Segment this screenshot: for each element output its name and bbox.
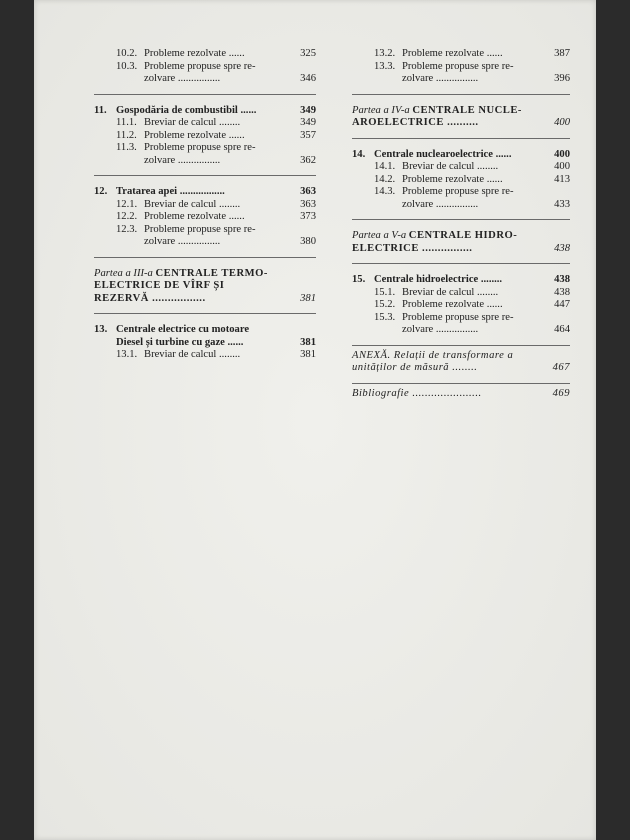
- title-line: Probleme propuse spre re-: [402, 60, 514, 72]
- toc-entry-part: [352, 105, 570, 130]
- part-prefix: Partea a V-a: [352, 230, 407, 241]
- toc-entry-sub: [94, 61, 316, 86]
- toc-entry-annex: [352, 350, 570, 375]
- toc-entry-number: 11.1.: [116, 117, 137, 128]
- toc-entry-sub: [94, 211, 316, 224]
- title-line: zolvare ................: [402, 198, 479, 210]
- toc-page-number: 380: [300, 236, 316, 247]
- toc-entry-title: [352, 105, 570, 130]
- toc-entry-title: [402, 161, 570, 174]
- title-line: REZERVĂ .................: [94, 292, 206, 304]
- title-line: Breviar de calcul ........: [144, 117, 241, 128]
- section-divider: [94, 94, 316, 95]
- toc-entry-number: 11.3.: [116, 142, 137, 153]
- toc-entry-title: [402, 312, 570, 337]
- toc-entry-annex: [352, 388, 570, 401]
- toc-page-number: 438: [554, 274, 570, 285]
- title-line: Breviar de calcul ........: [402, 286, 499, 298]
- title-line: Probleme rezolvate ......: [144, 211, 245, 222]
- title-line: Probleme rezolvate ......: [402, 299, 503, 310]
- toc-entry-number: 13.2.: [374, 48, 396, 59]
- toc-entry-title: [144, 61, 316, 86]
- title-line: Diesel și turbine cu gaze ......: [116, 336, 244, 348]
- title-line: zolvare ................: [402, 324, 479, 335]
- title-line: Probleme propuse spre re-: [144, 223, 256, 235]
- toc-entry-title: [352, 350, 570, 375]
- toc-entry-number: 13.1.: [116, 349, 138, 360]
- section-divider: [352, 263, 570, 264]
- toc-entry-number: 14.3.: [374, 186, 396, 197]
- toc-entry-title: [402, 287, 570, 300]
- section-divider: [94, 313, 316, 314]
- toc-entry-number: 12.2.: [116, 211, 138, 222]
- toc-page-number: 325: [300, 48, 316, 59]
- toc-page-number: 373: [300, 211, 316, 222]
- toc-entry-sub: [94, 117, 316, 130]
- toc-entry-sub: [352, 299, 570, 312]
- title-line: Probleme rezolvate ......: [402, 48, 503, 59]
- toc-entry-title: [144, 130, 316, 143]
- toc-entry-chap: [94, 324, 316, 349]
- title-line: zolvare ................: [144, 73, 221, 84]
- toc-entry-title: [402, 61, 570, 86]
- title-line: Probleme propuse spre re-: [402, 186, 514, 197]
- part-prefix: Partea a IV-a: [352, 104, 410, 116]
- toc-entry-title: [144, 199, 316, 212]
- title-line: Gospodăria de combustibil ......: [116, 104, 257, 116]
- toc-entry-title: [402, 186, 570, 211]
- toc-entry-number: 14.2.: [374, 173, 396, 185]
- toc-page-number: 387: [554, 48, 570, 59]
- toc-entry-sub: [94, 48, 316, 61]
- section-divider: [352, 219, 570, 220]
- toc-page-number: 357: [300, 129, 316, 141]
- section-divider: [352, 138, 570, 139]
- toc-entry-number: 11.: [94, 104, 107, 116]
- toc-page-number: 433: [554, 198, 570, 210]
- title-line: Centrale nuclearoelectrice ......: [374, 148, 512, 160]
- toc-entry-number: 13.: [94, 324, 108, 335]
- toc-entry-title: [352, 230, 570, 255]
- title-line: Breviar de calcul ........: [402, 161, 499, 172]
- section-divider: [352, 345, 570, 346]
- toc-page-number: 400: [554, 148, 570, 160]
- toc-entry-number: 10.3.: [116, 60, 138, 72]
- toc-entry-sub: [352, 61, 570, 86]
- section-divider: [352, 94, 570, 95]
- toc-entry-title: [352, 388, 570, 401]
- toc-entry-title: [144, 349, 316, 362]
- toc-page-number: 469: [552, 387, 570, 399]
- title-line: unităților de măsură ........: [352, 362, 478, 373]
- toc-page-number: 438: [554, 242, 570, 254]
- title-line: CENTRALE NUCLE-: [412, 104, 522, 116]
- toc-entry-number: 12.: [94, 186, 108, 197]
- title-line: ANEXĂ. Relații de transformare a: [352, 349, 514, 361]
- title-line: AROELECTRICE ..........: [352, 117, 479, 128]
- title-line: zolvare ................: [402, 73, 479, 84]
- toc-entry-sub: [352, 48, 570, 61]
- toc-left-column: [94, 48, 316, 362]
- toc-page-number: 362: [300, 154, 316, 166]
- toc-page-number: 413: [554, 173, 570, 185]
- toc-entry-title: [144, 117, 316, 130]
- toc-page-number: 400: [554, 117, 570, 128]
- title-line: CENTRALE TERMO-: [155, 267, 268, 279]
- toc-right-column: [352, 48, 570, 400]
- toc-page-number: 381: [300, 292, 316, 304]
- toc-entry-title: [144, 142, 316, 167]
- toc-entry-sub: [94, 130, 316, 143]
- book-page: [34, 0, 596, 840]
- toc-entry-number: 12.1.: [116, 198, 138, 210]
- toc-entry-sub: [94, 142, 316, 167]
- toc-entry-number: 13.3.: [374, 60, 396, 72]
- toc-entry-sub: [352, 174, 570, 187]
- toc-page-number: 438: [554, 286, 570, 298]
- toc-page-number: 363: [300, 186, 316, 197]
- toc-entry-title: [116, 186, 316, 199]
- toc-entry-part: [352, 230, 570, 255]
- title-line: Centrale hidroelectrice ........: [374, 274, 503, 285]
- title-line: ELECTRICE ................: [352, 242, 473, 254]
- toc-entry-number: 14.: [352, 148, 366, 160]
- toc-entry-sub: [352, 186, 570, 211]
- title-line: Probleme rezolvate ......: [402, 173, 503, 185]
- toc-page-number: 464: [554, 324, 570, 335]
- toc-entry-title: [116, 105, 316, 118]
- section-divider: [94, 257, 316, 258]
- toc-entry-number: 15.: [352, 274, 366, 285]
- toc-entry-sub: [94, 349, 316, 362]
- toc-entry-sub: [352, 312, 570, 337]
- toc-page-number: 346: [300, 73, 316, 84]
- title-line: Breviar de calcul ........: [144, 349, 241, 360]
- title-line: CENTRALE HIDRO-: [408, 230, 518, 241]
- toc-entry-title: [144, 211, 316, 224]
- toc-page-number: 381: [300, 349, 316, 360]
- toc-page-number: 447: [554, 299, 570, 310]
- title-line: zolvare ................: [144, 236, 221, 247]
- toc-page-number: 349: [300, 117, 316, 128]
- toc-entry-chap: [352, 274, 570, 287]
- toc-entry-sub: [352, 287, 570, 300]
- toc-entry-title: [402, 174, 570, 187]
- title-line: Tratarea apei .................: [116, 186, 225, 197]
- toc-entry-title: [144, 224, 316, 249]
- toc-entry-title: [144, 48, 316, 61]
- toc-entry-sub: [94, 224, 316, 249]
- toc-entry-number: 12.3.: [116, 223, 138, 235]
- toc-entry-number: 15.2.: [374, 299, 396, 310]
- toc-entry-part: [94, 268, 316, 306]
- section-divider: [94, 175, 316, 176]
- toc-page-number: 396: [554, 73, 570, 84]
- toc-entry-chap: [352, 149, 570, 162]
- toc-entry-title: [94, 268, 316, 306]
- toc-entry-title: [402, 299, 570, 312]
- title-line: Breviar de calcul ........: [144, 198, 241, 210]
- title-line: Probleme propuse spre re-: [144, 60, 256, 72]
- toc-page-number: 467: [552, 362, 570, 373]
- toc-page-number: 363: [300, 198, 316, 210]
- title-line: Centrale electrice cu motoare: [116, 324, 250, 335]
- toc-entry-title: [116, 324, 316, 349]
- title-line: Probleme propuse spre re-: [402, 311, 514, 323]
- part-prefix: Partea a III-a: [94, 267, 153, 279]
- toc-entry-number: 10.2.: [116, 48, 138, 59]
- toc-page-number: 400: [554, 161, 570, 172]
- toc-entry-chap: [94, 105, 316, 118]
- toc-entry-sub: [352, 161, 570, 174]
- toc-entry-chap: [94, 186, 316, 199]
- title-line: Bibliografie ......................: [352, 387, 482, 399]
- title-line: Probleme propuse spre re-: [144, 142, 256, 153]
- toc-page-number: 349: [300, 104, 316, 116]
- title-line: Probleme rezolvate ......: [144, 48, 245, 59]
- toc-entry-number: 11.2.: [116, 129, 137, 141]
- title-line: ELECTRICE DE VÎRF ȘI: [94, 280, 225, 291]
- toc-entry-sub: [94, 199, 316, 212]
- toc-entry-title: [402, 48, 570, 61]
- title-line: Probleme rezolvate ......: [144, 129, 245, 141]
- toc-entry-number: 15.1.: [374, 286, 396, 298]
- section-divider: [352, 383, 570, 384]
- toc-page-number: 381: [300, 336, 316, 348]
- title-line: zolvare ................: [144, 154, 221, 166]
- toc-entry-title: [374, 149, 570, 162]
- toc-entry-title: [374, 274, 570, 287]
- toc-entry-number: 14.1.: [374, 161, 396, 172]
- toc-entry-number: 15.3.: [374, 311, 396, 323]
